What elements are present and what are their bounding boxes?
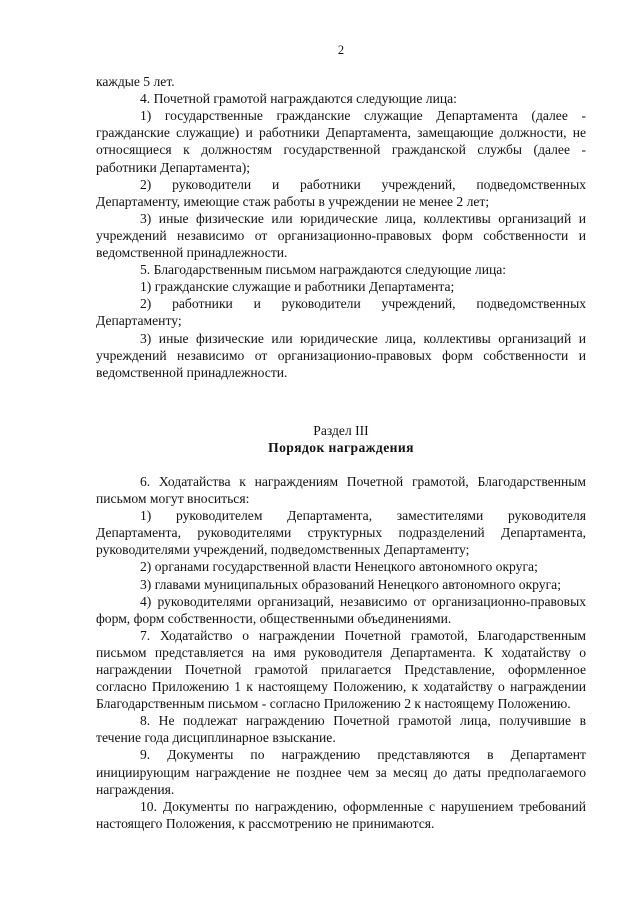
paragraph-item-4-2: 2) руководители и работники учреждений, подведомственных Департаменту, имеющие стаж работы в учреждении не менее 2 лет; [96,176,586,209]
paragraph-item-7: 7. Ходатайство о награждении Почетной грамотой, Благодарственным письмом представляется на имя руководителя Департамента. К ходатайству о награждении Почетной грамотой прилагается Представление, оформленное согласно Приложению 1 к настоящему Положению, к ходатайству о награждении Благодарственным письмом - согласно Приложению 2 к настоящему Положению. [96,627,586,712]
paragraph-item-6-4: 4) руководителями организаций, независимо от организационно-правовых форм, форм собственности, общественными объединениями. [96,593,586,626]
paragraph-item-4-3: 3) иные физические или юридические лица, коллективы организаций и учреждений независимо от организационно-правовых форм собственности и ведомственной принадлежности. [96,210,586,261]
section-title: Порядок награждения [268,439,414,455]
paragraph-continuation: каждые 5 лет. [96,74,175,90]
spacer [96,381,586,422]
paragraph-item-9: 9. Документы по награждению представляются в Департамент инициирующим награждение не позднее чем за месяц до даты предполагаемого награждения. [96,747,586,797]
paragraph-item-10: 10. Документы по награждению, оформленные с нарушением требований настоящего Положения, к рассмотрению не принимаются. [96,798,586,831]
paragraph-item-6-3: 3) главами муниципальных образований Ненецкого автономного округа; [140,576,561,592]
paragraph-item-5-3: 3) иные физические или юридические лица, коллективы организаций и учреждений независимо от организационио-правовых форм собственности и ведомственной принадлежности. [96,330,586,380]
paragraph-item-6: 6. Ходатайства к награждениям Почетной грамотой, Благодарственным письмом могут вноситься: [96,473,586,507]
paragraph-item-4: 4. Почетной грамотой награждаются следующие лица: [140,91,457,107]
paragraph-item-8: 8. Не подлежат награждению Почетной грамотой лица, получившие в течение года дисциплинарное взыскание. [96,713,586,746]
paragraph-item-5-2: 2) работники и руководители учреждений, подведомственных Департаменту; [96,296,586,329]
spacer [96,456,586,473]
paragraph-item-6-1: 1) руководителем Департамента, заместителями руководителя Департамента, руководителями структурных подразделений Департамента, руководителями учреждений, подведомственных Департаменту; [96,508,586,558]
paragraph-item-4-1: 1) государственные гражданские служащие Департамента (далее - гражданские служащие) и работники Департамента, замещающие должности, не относящиеся к должностям государственной гражданской службы (далее - работники Департамента); [96,108,586,175]
page-number: 2 [337,43,345,57]
document-page [96,42,586,832]
paragraph-item-5: 5. Благодарственным письмом награждаются следующие лица: [140,262,507,278]
section-label: Раздел III [313,422,369,438]
paragraph-item-6-2: 2) органами государственной власти Ненецкого автономного округа; [140,559,538,575]
paragraph-item-5-1: 1) гражданские служащие и работники Департамента; [140,279,455,295]
